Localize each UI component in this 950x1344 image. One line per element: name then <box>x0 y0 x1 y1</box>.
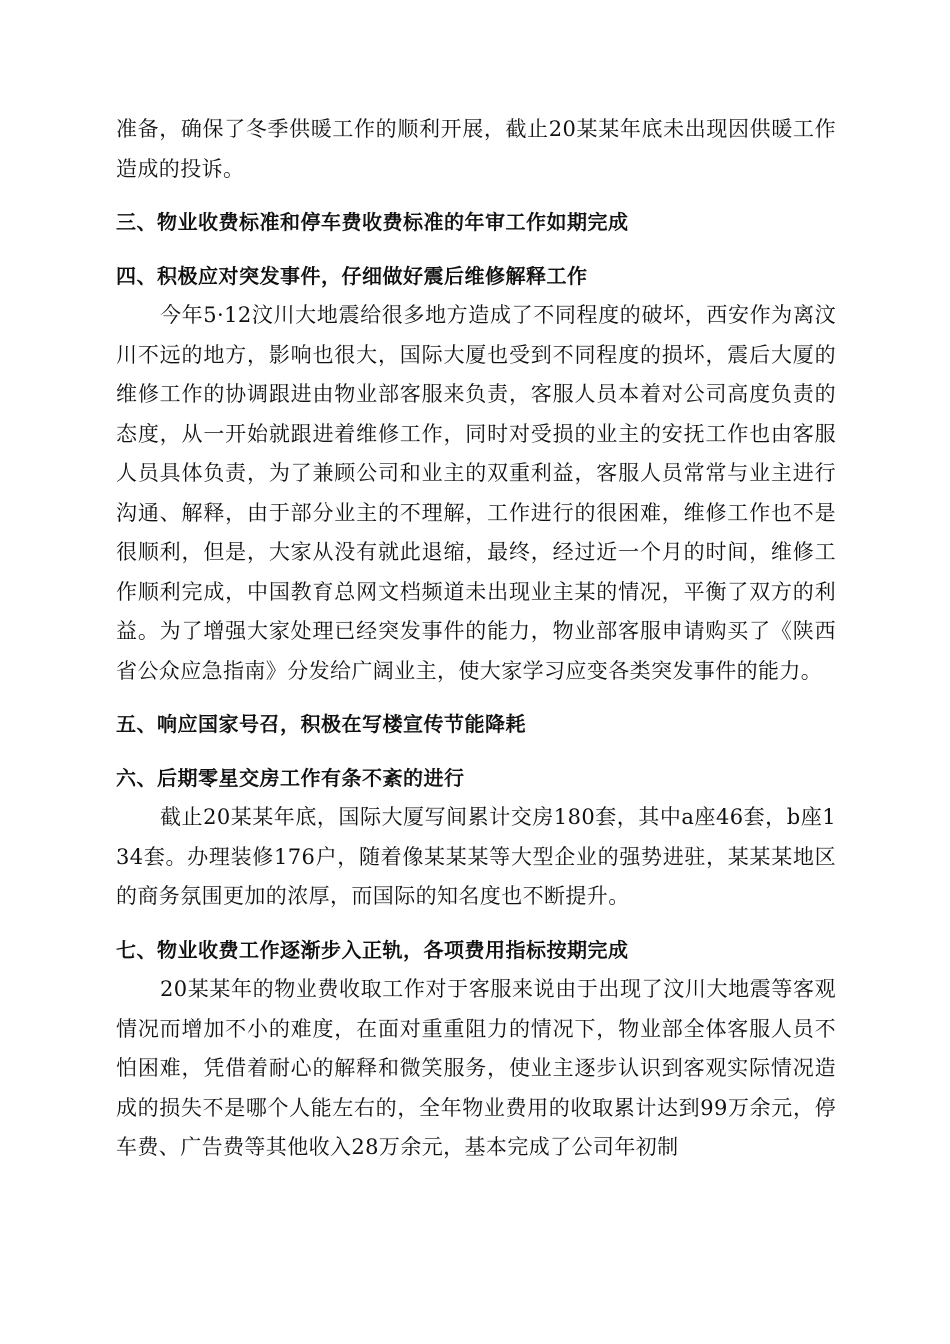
section-heading-7: 七、物业收费工作逐渐步入正轨，各项费用指标按期完成 <box>116 937 629 962</box>
section-heading-6: 六、后期零星交房工作有条不紊的进行 <box>116 765 465 790</box>
paragraph-fee-collection: 20某某年的物业费收取工作对于客服来说由于出现了汶川大地震等客观情况而增加不小的难度，在面对重重阻力的情况下，物业部全体客服人员不怕困难，凭借着耐心的解释和微笑服务，使业主逐步认识到客观实际情况造成的损失不是哪个人能左右的，全年物业费用的收取累计达到99万余元，停车费、广告费等其他收入28万余元，基本完成了公司年初制 <box>116 977 836 1159</box>
paragraph-heating-summary: 准备，确保了冬季供暖工作的顺利开展，截止20某某年底未出现因供暖工作造成的投诉。 <box>116 117 836 181</box>
section-heading-4: 四、积极应对突发事件，仔细做好震后维修解释工作 <box>116 263 588 288</box>
paragraph-earthquake-repair: 今年5·12汶川大地震给很多地方造成了不同程度的破坏，西安作为离汶川不远的地方，影响也很大，国际大厦也受到不同程度的损坏，震后大厦的维修工作的协调跟进由物业部客服来负责，客服人员本着对公司高度负责的态度，从一开始就跟进着维修工作，同时对受损的业主的安抚工作也由客服人员具体负责，为了兼顾公司和业主的双重利益，客服人员常常与业主进行沟通、解释，由于部分业主的不理解，工作进行的很困难，维修工作也不是很顺利，但是，大家从没有就此退缩，最终，经过近一个月的时间，维修工作顺利完成，中国教育总网文档频道未出现业主某的情况，平衡了双方的利益。为了增强大家处理已经突发事件的能力，物业部客服申请购买了《陕西省公众应急指南》分发给广阔业主，使大家学习应变各类突发事件的能力。 <box>116 303 836 683</box>
section-heading-3: 三、物业收费标准和停车费收费标准的年审工作如期完成 <box>116 210 629 234</box>
document-body <box>116 110 836 1168</box>
section-heading-5: 五、响应国家号召，积极在写楼宣传节能降耗 <box>116 712 526 736</box>
paragraph-handover: 截止20某某年底，国际大厦写间累计交房180套，其中a座46套，b座134套。办理装修176户，随着像某某某等大型企业的强势进驻，某某某地区的商务氛围更加的浓厚，而国际的知名度也不断提升。 <box>116 805 836 908</box>
